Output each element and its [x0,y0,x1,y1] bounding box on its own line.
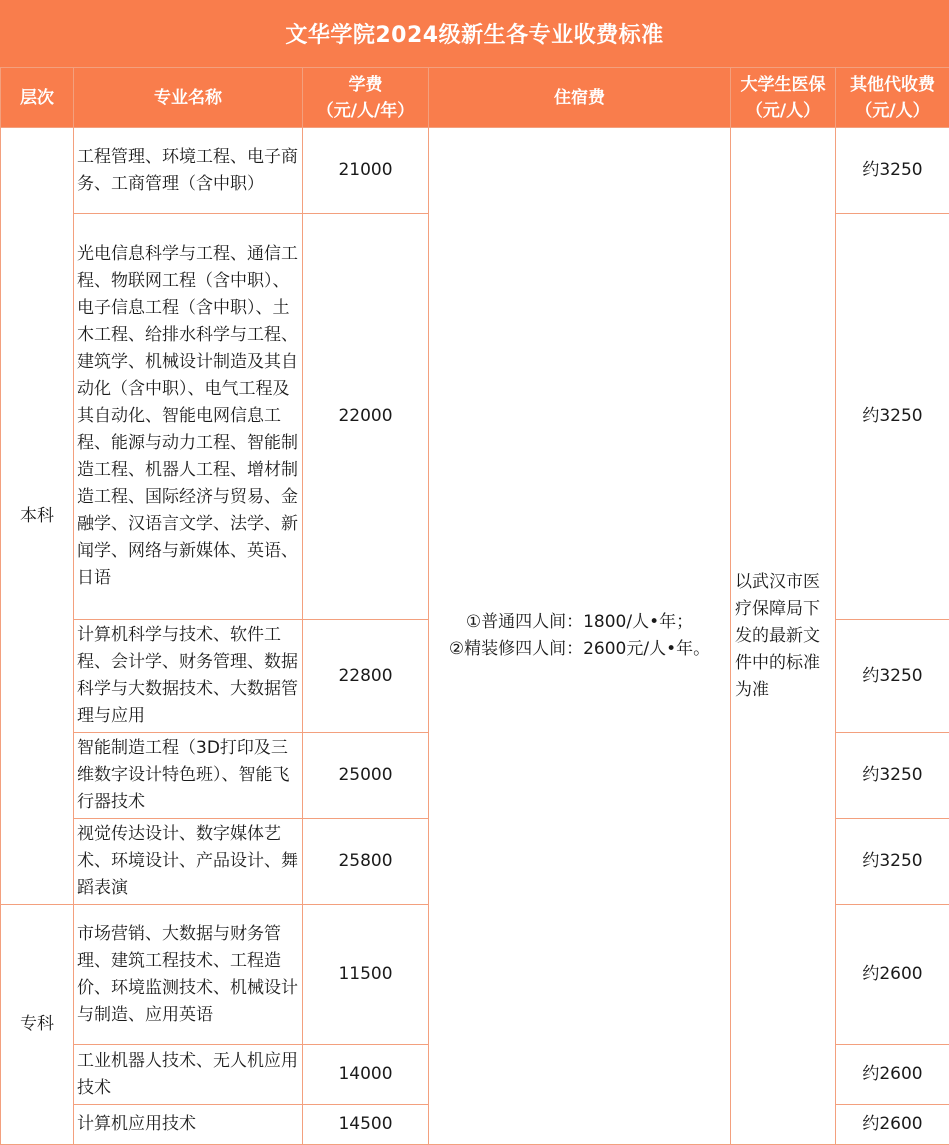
header-level: 层次 [1,68,74,128]
header-other-line1: 其他代收费 [850,75,935,95]
lodging-line-1: ①普通四人间：1800/人•年； [429,609,730,636]
header-medical-line2: （元/人） [746,101,820,121]
tuition-cell: 25000 [303,733,429,819]
tuition-cell: 22800 [303,620,429,733]
header-medical [731,68,836,128]
major-cell: 智能制造工程（3D打印及三维数字设计特色班）、智能飞行器技术 [74,733,303,819]
major-cell: 计算机应用技术 [74,1105,303,1145]
header-major: 专业名称 [74,68,303,128]
major-cell: 工程管理、环境工程、电子商务、工商管理（含中职） [74,128,303,214]
header-tuition [303,68,429,128]
other-fee-cell: 约3250 [836,214,949,620]
header-lodging: 住宿费 [429,68,731,128]
tuition-cell: 21000 [303,128,429,214]
other-fee-cell: 约3250 [836,733,949,819]
page-title: 文华学院2024级新生各专业收费标准 [0,0,949,67]
medical-cell: 以武汉市医疗保障局下发的最新文件中的标准为准 [731,128,836,1145]
tuition-cell: 11500 [303,905,429,1045]
lodging-cell [429,128,731,1145]
major-cell: 工业机器人技术、无人机应用技术 [74,1045,303,1105]
header-other [836,68,949,128]
major-cell: 光电信息科学与工程、通信工程、物联网工程（含中职）、电子信息工程（含中职）、土木工程、给排水科学与工程、建筑学、机械设计制造及其自动化（含中职）、电气工程及其自动化、智能电网信息工程、能源与动力工程、智能制造工程、机器人工程、增材制造工程、国际经济与贸易、金融学、汉语言文学、法学、新闻学、网络与新媒体、英语、日语 [74,214,303,620]
major-cell: 市场营销、大数据与财务管理、建筑工程技术、工程造价、环境监测技术、机械设计与制造、应用英语 [74,905,303,1045]
major-cell: 视觉传达设计、数字媒体艺术、环境设计、产品设计、舞蹈表演 [74,819,303,905]
level-undergrad: 本科 [1,128,74,905]
other-fee-cell: 约2600 [836,1045,949,1105]
other-fee-cell: 约2600 [836,905,949,1045]
tuition-cell: 14000 [303,1045,429,1105]
level-college: 专科 [1,905,74,1145]
header-medical-line1: 大学生医保 [741,75,826,95]
other-fee-cell: 约3250 [836,128,949,214]
tuition-cell: 14500 [303,1105,429,1145]
header-tuition-line2: （元/人/年） [317,101,414,121]
fee-table [0,67,949,1145]
header-other-line2: （元/人） [855,101,929,121]
header-tuition-line1: 学费 [349,75,383,95]
tuition-cell: 22000 [303,214,429,620]
tuition-cell: 25800 [303,819,429,905]
other-fee-cell: 约3250 [836,819,949,905]
other-fee-cell: 约3250 [836,620,949,733]
major-cell: 计算机科学与技术、软件工程、会计学、财务管理、数据科学与大数据技术、大数据管理与应用 [74,620,303,733]
table-row [1,128,949,214]
lodging-line-2: ②精装修四人间：2600元/人•年。 [429,636,730,663]
other-fee-cell: 约2600 [836,1105,949,1145]
header-row [1,68,949,128]
